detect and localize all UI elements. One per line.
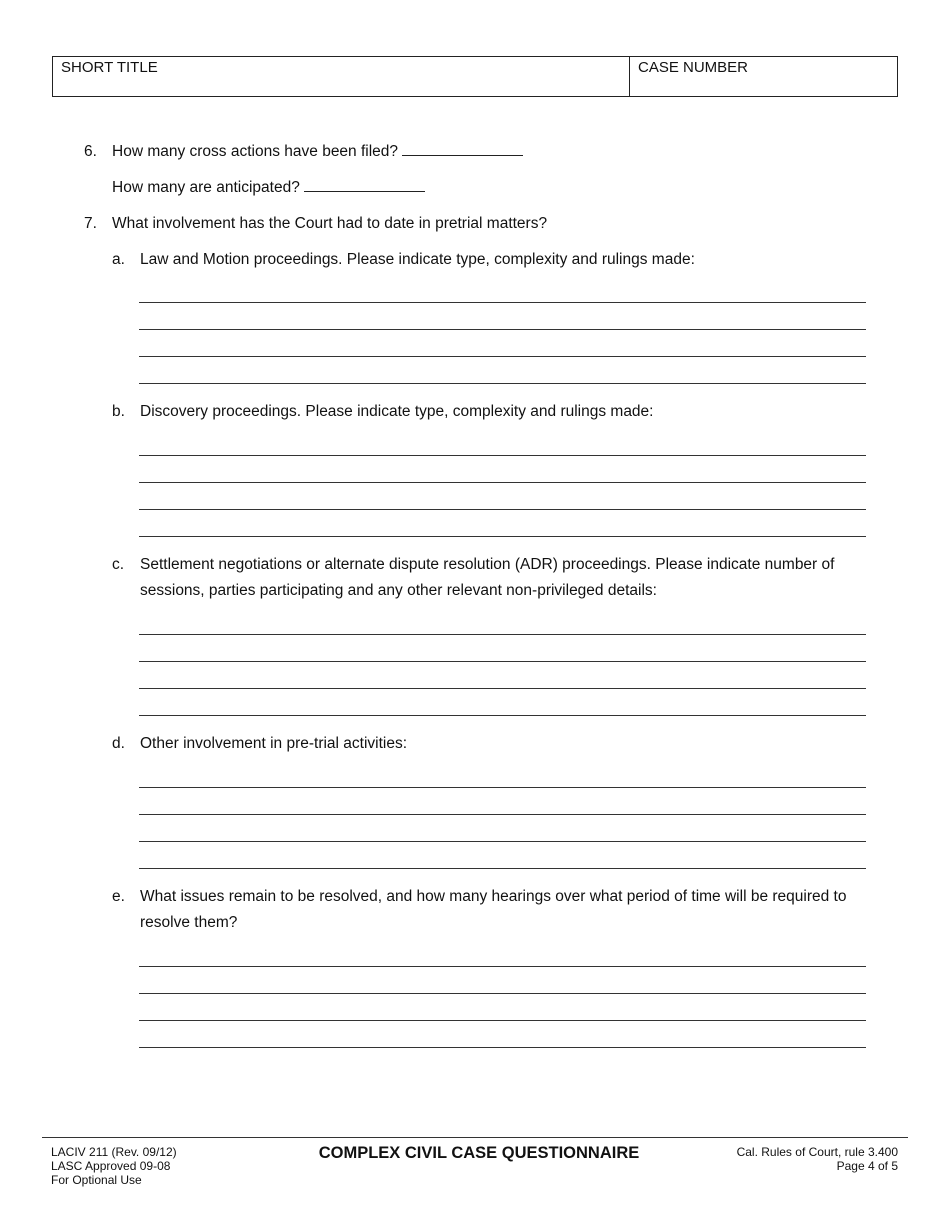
q7a-letter: a. (112, 251, 125, 268)
q7d-answer-line[interactable] (139, 841, 866, 842)
q7d-text: Other involvement in pre-trial activities: (140, 735, 408, 752)
q7b-answer-line[interactable] (139, 536, 866, 537)
q7d-answer-line[interactable] (139, 814, 866, 815)
q7c-answer-line[interactable] (139, 634, 866, 635)
q7b-answer-line[interactable] (139, 455, 866, 456)
footer-right (737, 1145, 898, 1173)
q7e-answer-line[interactable] (139, 1020, 866, 1021)
footer-divider (42, 1137, 908, 1138)
cross-actions-anticipated-field[interactable] (304, 175, 425, 192)
q7a-answer-line[interactable] (139, 356, 866, 357)
optional-use-note: For Optional Use (51, 1173, 142, 1187)
court-rule: Cal. Rules of Court, rule 3.400 (736, 1145, 898, 1159)
q6-followup (112, 175, 425, 201)
short-title-field[interactable] (53, 57, 630, 96)
q7d-answer-line[interactable] (139, 868, 866, 869)
q7b-text: Discovery proceedings. Please indicate type, complexity and rulings made: (140, 403, 654, 420)
approval-note: LASC Approved 09-08 (51, 1159, 171, 1173)
q7c-answer-line[interactable] (139, 661, 866, 662)
q7c-answer-line[interactable] (139, 715, 866, 716)
q6-text: How many cross actions have been filed? (112, 143, 399, 160)
q7c-text-line2: sessions, parties participating and any other relevant non-privileged details: (140, 582, 657, 599)
q7c-letter: c. (112, 556, 125, 573)
q7e-text-line1: What issues remain to be resolved, and how many hearings over what period of time will be required to (140, 888, 847, 905)
q6-question (112, 139, 523, 165)
q6-followup-text: How many are anticipated? (112, 179, 300, 196)
page-number: Page 4 of 5 (836, 1159, 898, 1173)
q7a-text: Law and Motion proceedings. Please indicate type, complexity and rulings made: (140, 251, 695, 268)
q7e-text-line2: resolve them? (140, 914, 238, 931)
q7c-text-line1: Settlement negotiations or alternate dispute resolution (ADR) proceedings. Please indicate number of (140, 556, 835, 573)
case-number-label: CASE NUMBER (638, 59, 749, 76)
q7a-answer-line[interactable] (139, 302, 866, 303)
q7a-answer-line[interactable] (139, 329, 866, 330)
q7e-answer-line[interactable] (139, 993, 866, 994)
case-number-field[interactable] (630, 57, 897, 96)
q6-number: 6. (84, 143, 97, 160)
q7b-letter: b. (112, 403, 125, 420)
q7d-letter: d. (112, 735, 125, 752)
q7b-answer-line[interactable] (139, 509, 866, 510)
cross-actions-filed-field[interactable] (402, 139, 523, 156)
q7a-answer-line[interactable] (139, 383, 866, 384)
form-title: COMPLEX CIVIL CASE QUESTIONNAIRE (318, 1144, 640, 1162)
q7-text: What involvement has the Court had to date in pretrial matters? (112, 215, 548, 232)
q7e-answer-line[interactable] (139, 1047, 866, 1048)
q7b-answer-line[interactable] (139, 482, 866, 483)
form-id: LACIV 211 (Rev. 09/12) (51, 1145, 177, 1159)
short-title-label: SHORT TITLE (61, 59, 158, 76)
q7e-letter: e. (112, 888, 125, 905)
q7-number: 7. (84, 215, 97, 232)
q7d-answer-line[interactable] (139, 787, 866, 788)
q7c-answer-line[interactable] (139, 688, 866, 689)
caption-box (52, 56, 898, 97)
q7e-answer-line[interactable] (139, 966, 866, 967)
